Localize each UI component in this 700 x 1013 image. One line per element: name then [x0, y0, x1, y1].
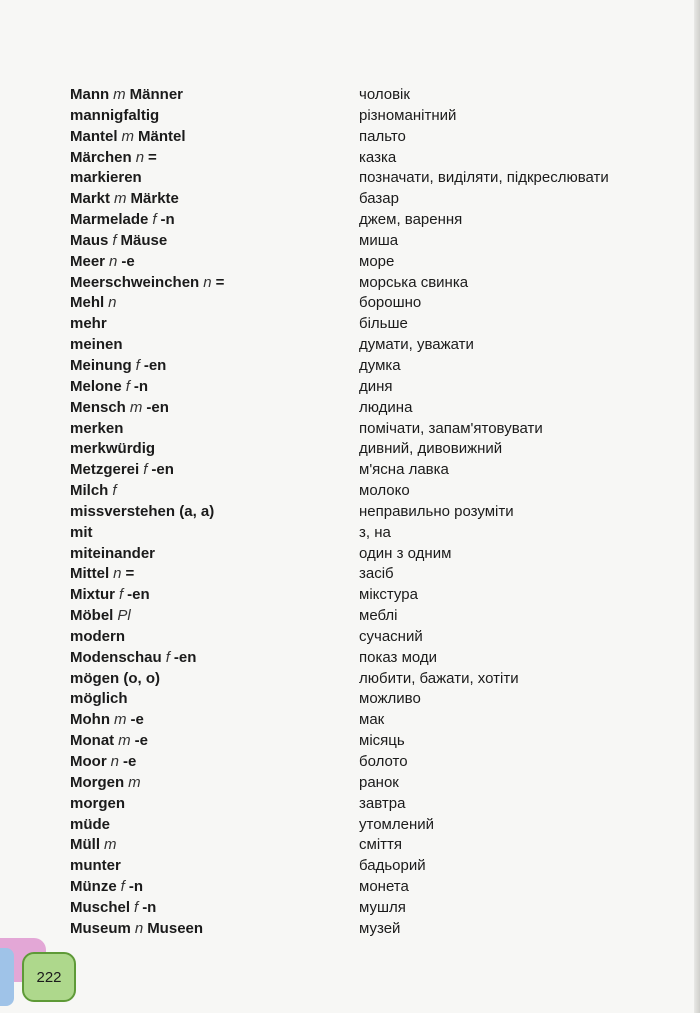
vocab-row — [0, 399, 700, 420]
german-entry — [70, 440, 155, 457]
german-word: Museum — [70, 919, 131, 937]
vocab-row — [0, 232, 700, 253]
german-entry — [70, 565, 134, 582]
german-word: möglich — [70, 690, 128, 708]
german-entry — [70, 836, 121, 853]
german-word: Meerschweinchen — [70, 273, 200, 291]
german-word: Metzgerei — [70, 461, 140, 479]
german-entry — [70, 211, 175, 228]
vocab-row — [0, 461, 700, 482]
german-entry — [70, 607, 135, 624]
gender-marker: m — [114, 190, 127, 208]
german-word: mögen (o, o) — [70, 669, 160, 687]
gender-marker: m — [128, 773, 141, 791]
ukrainian-translation: мушля — [359, 898, 406, 916]
ukrainian-translation: диня — [359, 377, 393, 395]
vocab-row — [0, 649, 700, 670]
plural-form: -n — [142, 898, 157, 916]
gender-marker: m — [113, 86, 126, 103]
gender-marker: n — [110, 753, 120, 770]
ukrainian-translation: любити, бажати, хотіти — [359, 669, 519, 687]
german-entry — [70, 899, 156, 916]
plural-form: Museen — [147, 919, 204, 937]
ukrainian-translation: різноманітний — [359, 106, 457, 124]
german-word: Mixtur — [70, 586, 115, 604]
german-entry — [70, 482, 121, 499]
ukrainian-translation: з, на — [359, 523, 391, 541]
gender-marker: n — [203, 273, 212, 291]
german-word: miteinander — [70, 544, 156, 562]
ukrainian-translation: борошно — [359, 294, 422, 312]
plural-form: -en — [127, 586, 150, 604]
vocab-row — [0, 857, 700, 878]
ukrainian-translation: море — [359, 252, 395, 270]
german-entry — [70, 274, 224, 291]
gender-marker: n — [113, 565, 122, 583]
ukrainian-translation: мак — [359, 711, 385, 729]
gender-marker: f — [125, 377, 130, 395]
gender-marker: n — [108, 294, 117, 312]
ukrainian-translation: меблі — [359, 607, 398, 625]
german-entry — [70, 253, 135, 270]
german-word: Muschel — [70, 898, 131, 916]
vocab-row — [0, 690, 700, 711]
ukrainian-translation: сучасний — [359, 627, 423, 645]
german-entry — [70, 399, 169, 416]
vocab-row — [0, 816, 700, 837]
vocab-row — [0, 586, 700, 607]
vocab-row — [0, 357, 700, 378]
ukrainian-translation: молоко — [359, 482, 410, 500]
german-entry — [70, 711, 144, 728]
german-word: merken — [70, 419, 124, 437]
vocab-row — [0, 128, 700, 149]
vocab-row — [0, 211, 700, 232]
page-number: 222 — [36, 968, 62, 986]
plural-form: -n — [160, 211, 175, 229]
german-entry — [70, 378, 148, 395]
vocab-row — [0, 440, 700, 461]
plural-form: Märkte — [130, 190, 179, 208]
german-entry — [70, 357, 166, 374]
vocab-row — [0, 628, 700, 649]
gender-marker: n — [134, 919, 144, 937]
ukrainian-translation: показ моди — [359, 648, 438, 666]
ukrainian-translation: болото — [359, 753, 408, 770]
vocab-row — [0, 753, 700, 774]
gender-marker: f — [112, 482, 117, 500]
vocab-row — [0, 336, 700, 357]
vocab-row — [0, 836, 700, 857]
german-word: Mensch — [70, 398, 126, 416]
german-entry — [70, 774, 145, 791]
german-word: merkwürdig — [70, 440, 156, 458]
ukrainian-translation: монета — [359, 878, 409, 896]
vocab-row — [0, 274, 700, 295]
german-entry — [70, 420, 123, 437]
german-word: Mittel — [70, 565, 110, 583]
german-word: Märchen — [70, 148, 132, 166]
plural-form: -n — [128, 878, 144, 896]
german-entry — [70, 920, 203, 937]
ukrainian-translation: базар — [359, 190, 399, 208]
vocab-row — [0, 545, 700, 566]
german-entry — [70, 524, 93, 541]
vocab-row — [0, 315, 700, 336]
german-word: meinen — [70, 336, 123, 354]
vocab-row — [0, 732, 700, 753]
ukrainian-translation: думати, уважати — [359, 336, 474, 354]
gender-marker: m — [121, 127, 135, 145]
german-entry — [70, 690, 128, 707]
german-entry — [70, 169, 142, 186]
german-word: Maus — [70, 231, 109, 249]
ukrainian-translation: морська свинка — [359, 273, 469, 291]
plural-form: -e — [134, 732, 149, 750]
german-word: mannigfaltig — [70, 106, 160, 124]
vocab-row — [0, 920, 700, 941]
corner-tab-blue — [0, 948, 14, 1006]
ukrainian-translation: завтра — [359, 794, 406, 812]
german-entry — [70, 461, 174, 478]
plural-form: -n — [133, 377, 149, 395]
plural-form: Mäuse — [120, 231, 168, 249]
ukrainian-translation: ранок — [359, 773, 399, 791]
ukrainian-translation: помічати, запам'ятовувати — [359, 419, 543, 437]
german-entry — [70, 732, 148, 749]
ukrainian-translation: думка — [359, 356, 401, 374]
ukrainian-translation: неправильно розуміти — [359, 502, 514, 520]
gender-marker: Pl — [117, 607, 131, 625]
ukrainian-translation: миша — [359, 231, 399, 249]
ukrainian-translation: можливо — [359, 690, 421, 708]
german-word: morgen — [70, 794, 126, 812]
ukrainian-translation: джем, варення — [359, 211, 463, 229]
german-word: Monat — [70, 732, 115, 750]
vocab-row — [0, 294, 700, 315]
gender-marker: f — [143, 461, 148, 479]
ukrainian-translation: музей — [359, 919, 401, 937]
plural-form: -en — [173, 648, 197, 666]
vocab-row — [0, 670, 700, 691]
gender-marker: n — [135, 148, 145, 166]
vocab-row — [0, 149, 700, 170]
plural-form: = — [148, 148, 157, 166]
german-word: Möbel — [70, 607, 114, 625]
german-word: Milch — [70, 482, 109, 500]
german-word: markieren — [70, 169, 142, 187]
german-entry — [70, 128, 186, 145]
german-entry — [70, 545, 155, 562]
gender-marker: m — [118, 732, 131, 750]
german-entry — [70, 336, 123, 353]
ukrainian-translation: сміття — [359, 836, 403, 854]
vocab-row — [0, 86, 700, 107]
ukrainian-translation: дивний, дивовижний — [359, 440, 503, 458]
ukrainian-translation: утомлений — [359, 815, 434, 833]
german-entry — [70, 232, 167, 249]
vocab-row — [0, 878, 700, 899]
plural-form: -e — [121, 252, 135, 270]
german-entry — [70, 86, 183, 103]
german-word: modern — [70, 627, 126, 645]
german-word: mit — [70, 523, 93, 541]
german-word: munter — [70, 857, 121, 875]
gender-marker: m — [113, 711, 127, 729]
plural-form: -e — [130, 711, 144, 729]
german-word: Moor — [70, 753, 107, 770]
vocab-row — [0, 107, 700, 128]
ukrainian-translation: пальто — [359, 127, 406, 145]
german-word: Morgen — [70, 773, 125, 791]
german-entry — [70, 628, 125, 645]
german-entry — [70, 795, 125, 812]
plural-form: = — [215, 273, 225, 291]
german-entry — [70, 753, 136, 770]
german-word: Mohn — [70, 711, 110, 729]
german-word: Mehl — [70, 294, 105, 312]
ukrainian-translation: людина — [359, 398, 413, 416]
german-word: Marmelade — [70, 211, 149, 229]
ukrainian-translation: мікстура — [359, 586, 418, 604]
german-word: Meer — [70, 252, 106, 270]
german-word: Müll — [70, 836, 100, 854]
gender-marker: m — [129, 398, 143, 416]
german-entry — [70, 315, 107, 332]
german-entry — [70, 190, 179, 207]
plural-form: -en — [143, 356, 167, 374]
plural-form: -en — [146, 398, 169, 416]
vocab-row — [0, 420, 700, 441]
gender-marker: f — [135, 356, 140, 374]
plural-form: Mäntel — [138, 127, 186, 145]
vocab-row — [0, 565, 700, 586]
plural-form: -en — [151, 461, 174, 479]
ukrainian-translation: засіб — [359, 565, 394, 583]
vocab-row — [0, 378, 700, 399]
vocab-row — [0, 482, 700, 503]
plural-form: = — [125, 565, 135, 583]
vocab-row — [0, 774, 700, 795]
page-number-badge — [22, 952, 76, 1002]
ukrainian-translation: один з одним — [359, 544, 452, 562]
german-word: Melone — [70, 377, 122, 395]
ukrainian-translation: казка — [359, 148, 397, 166]
german-word: Münze — [70, 878, 117, 896]
gender-marker: f — [152, 211, 157, 229]
gender-marker: f — [112, 231, 117, 249]
german-entry — [70, 857, 121, 874]
german-word: Modenschau — [70, 648, 162, 666]
german-word: müde — [70, 815, 111, 833]
german-entry — [70, 503, 214, 520]
german-entry — [70, 107, 159, 124]
german-entry — [70, 294, 121, 311]
vocab-row — [0, 190, 700, 211]
german-entry — [70, 878, 143, 895]
german-entry — [70, 816, 110, 833]
vocab-row — [0, 711, 700, 732]
gender-marker: m — [104, 836, 117, 854]
ukrainian-translation: м'ясна лавка — [359, 461, 449, 479]
plural-form: Männer — [129, 86, 184, 103]
german-word: Mantel — [70, 127, 118, 145]
vocab-row — [0, 503, 700, 524]
gender-marker: n — [109, 252, 118, 270]
vocab-row — [0, 899, 700, 920]
vocabulary-list — [0, 86, 700, 941]
vocab-row — [0, 169, 700, 190]
german-entry — [70, 649, 196, 666]
gender-marker: f — [165, 648, 170, 666]
gender-marker: f — [120, 878, 125, 896]
german-entry — [70, 149, 157, 166]
gender-marker: f — [134, 898, 139, 916]
ukrainian-translation: більше — [359, 315, 408, 333]
vocab-row — [0, 253, 700, 274]
vocab-row — [0, 795, 700, 816]
vocab-row — [0, 524, 700, 545]
german-entry — [70, 586, 150, 603]
ukrainian-translation: чоловік — [359, 86, 410, 103]
german-word: Meinung — [70, 356, 132, 374]
ukrainian-translation: місяць — [359, 732, 405, 750]
vocab-row — [0, 607, 700, 628]
ukrainian-translation: позначати, виділяти, підкреслювати — [359, 169, 609, 187]
german-word: Markt — [70, 190, 111, 208]
gender-marker: f — [119, 586, 124, 604]
german-word: mehr — [70, 315, 107, 333]
german-word: missverstehen (a, a) — [70, 502, 215, 520]
german-entry — [70, 670, 160, 687]
plural-form: -e — [123, 753, 137, 770]
ukrainian-translation: бадьорий — [359, 857, 426, 875]
german-word: Mann — [70, 86, 110, 103]
